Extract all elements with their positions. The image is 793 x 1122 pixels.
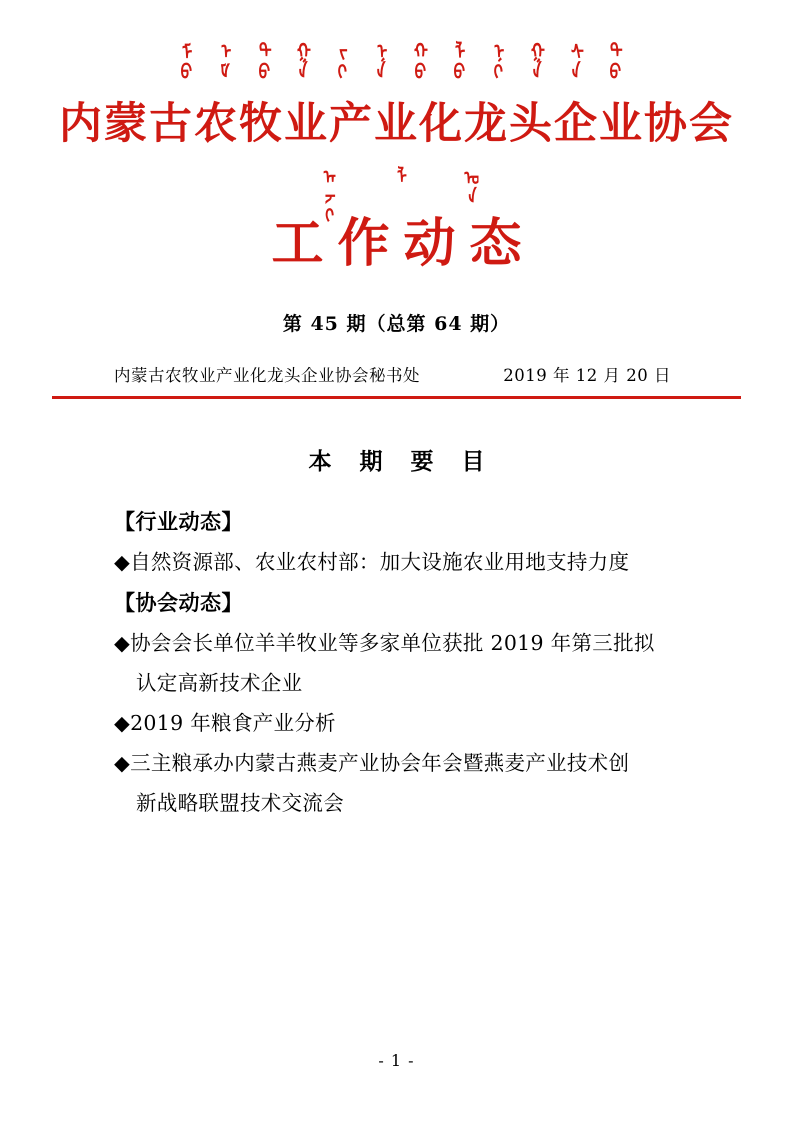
mongolian-glyph: ᠮᠤ xyxy=(172,40,193,80)
toc-section-title: 【协会动态】 xyxy=(114,590,243,616)
mongolian-glyph: ᠵᠢ xyxy=(328,40,349,80)
toc-item-line: ◆2019 年粮食产业分析 xyxy=(114,711,336,736)
toc-item-line: 认定高新技术企业 xyxy=(136,671,303,696)
issue-number: 第 45 期（总第 64 期） xyxy=(282,313,511,336)
mongolian-glyph: ᠡᠮ xyxy=(211,40,232,80)
mongolian-script-mid xyxy=(52,166,741,224)
mongolian-glyph: ᠬᠦ xyxy=(406,40,427,80)
publication-date: 2019 年 12 月 20 日 xyxy=(503,366,671,386)
mongolian-glyph: ᠭᠠ xyxy=(289,40,310,80)
toc-item-line: ◆三主粮承办内蒙古燕麦产业协会年会暨燕麦产业技术创 xyxy=(114,751,630,776)
mongolian-glyph: ᠭᠡ xyxy=(523,40,544,80)
mongolian-glyph: ᠳᠤ xyxy=(601,40,622,80)
mongolian-glyph: ᠳᠦ xyxy=(250,40,271,80)
toc-item[interactable] xyxy=(114,744,707,824)
mongolian-glyph: ᠠᠵᠢ xyxy=(316,166,335,224)
toc-section-title: 【行业动态】 xyxy=(114,509,243,535)
contents-heading: 本 期 要 目 xyxy=(308,448,495,476)
mongolian-script-top xyxy=(52,40,741,98)
toc-item-line: 新战略联盟技术交流会 xyxy=(136,791,344,816)
mongolian-glyph: ᠤᠨ xyxy=(459,166,479,205)
toc-item[interactable] xyxy=(114,543,707,583)
mongolian-glyph: ᠨᠢ xyxy=(484,40,505,80)
organization-name: 内蒙古农牧业产业化龙头企业协会 xyxy=(59,99,734,149)
mongolian-glyph: ᠨᠠ xyxy=(367,40,388,80)
publication-line xyxy=(52,362,741,386)
bulletin-title: 工作动态 xyxy=(271,214,536,275)
publisher-name: 内蒙古农牧业产业化龙头企业协会秘书处 xyxy=(114,366,420,386)
toc-item-line: ◆协会会长单位羊羊牧业等多家单位获批 2019 年第三批拟 xyxy=(114,631,655,656)
toc-item[interactable] xyxy=(114,704,707,744)
page-number: - 1 - xyxy=(378,1051,415,1070)
toc-item[interactable] xyxy=(114,624,707,704)
mongolian-glyph: ᠰᠠ xyxy=(562,40,583,80)
page-footer xyxy=(0,1051,793,1070)
masthead xyxy=(52,0,741,273)
toc-item-line: ◆自然资源部、农业农村部：加大设施农业用地支持力度 xyxy=(114,550,630,575)
mongolian-glyph: ᠯᠤ xyxy=(445,40,466,80)
table-of-contents xyxy=(52,502,741,824)
mongolian-glyph: ᠯ xyxy=(387,166,407,186)
header-divider xyxy=(52,396,741,399)
